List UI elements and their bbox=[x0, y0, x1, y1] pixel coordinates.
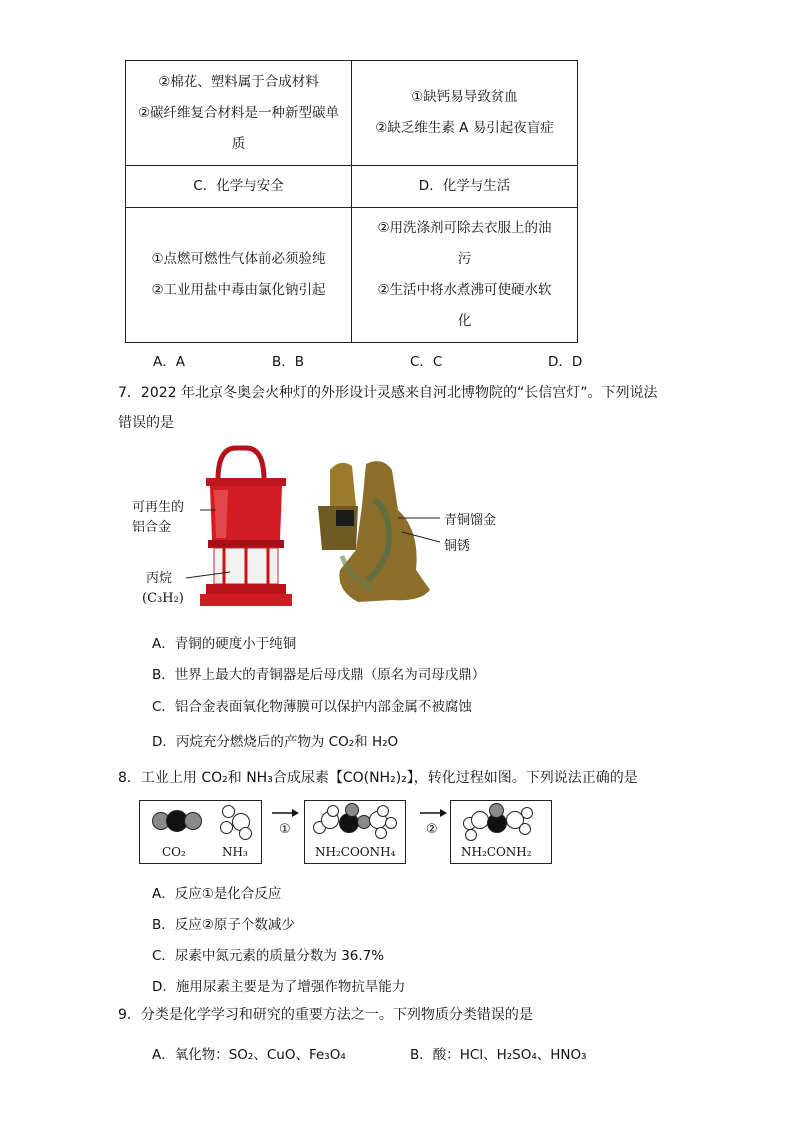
arrow-step2-icon bbox=[418, 808, 448, 818]
choice-a: A．A bbox=[153, 354, 185, 370]
propane-label bbox=[142, 569, 184, 609]
product-label: NH₂CONH₂ bbox=[461, 845, 532, 859]
table-cell-c bbox=[126, 208, 352, 343]
cell-line: ②生活中将水煮沸可使硬水软 bbox=[377, 282, 552, 298]
lamp-label-line1: 可再生的 bbox=[132, 500, 185, 515]
cell-line: 污 bbox=[457, 251, 472, 267]
product-box bbox=[450, 800, 552, 864]
table-cell-a bbox=[126, 61, 352, 166]
options-table bbox=[125, 60, 578, 343]
cell-line: ①缺钙易导致贫血 bbox=[411, 89, 518, 105]
table-cell-d bbox=[352, 208, 578, 343]
patina-label: 铜锈 bbox=[444, 539, 471, 554]
cell-line: ②工业用盐中毒由氯化钠引起 bbox=[151, 282, 326, 298]
lamp-label bbox=[132, 498, 184, 538]
propane-label-text: 丙烷 bbox=[146, 571, 173, 586]
q7-stem-line2: 错误的是 bbox=[118, 415, 174, 431]
q9-stem: 9．分类是化学学习和研究的重要方法之一。下列物质分类错误的是 bbox=[118, 1007, 533, 1023]
cell-line: ②用洗涤剂可除去衣服上的油 bbox=[377, 220, 552, 236]
nh3-label: NH₃ bbox=[222, 845, 248, 859]
q7-stem-line1: 7．2022 年北京冬奥会火种灯的外形设计灵感来自河北博物院的“长信宫灯”。下列说法 bbox=[118, 385, 658, 401]
q8-option-b: B．反应②原子个数减少 bbox=[152, 917, 295, 933]
bronze-gilt-label: 青铜馏金 bbox=[444, 513, 497, 528]
cell-line: ②缺乏维生素 A 易引起夜盲症 bbox=[375, 120, 554, 136]
intermediate-box bbox=[304, 800, 406, 864]
choice-b: B．B bbox=[272, 354, 305, 370]
intermediate-label: NH₂COONH₄ bbox=[315, 845, 396, 859]
q8-option-a: A．反应①是化合反应 bbox=[152, 886, 282, 902]
table-cell-b bbox=[352, 61, 578, 166]
q7-option-c: C．铝合金表面氧化物薄膜可以保护内部金属不被腐蚀 bbox=[152, 699, 472, 715]
step1-label: ① bbox=[279, 822, 291, 837]
co2-label: CO₂ bbox=[162, 845, 186, 859]
reactants-box bbox=[139, 800, 262, 864]
table-header-d: D．化学与生活 bbox=[352, 166, 578, 208]
cell-line: ①点燃可燃性气体前必须验纯 bbox=[151, 251, 326, 267]
propane-formula: (C₃H₂) bbox=[142, 591, 184, 606]
q8-option-c: C．尿素中氮元素的质量分数为 36.7% bbox=[152, 948, 385, 964]
choice-d: D．D bbox=[548, 354, 583, 370]
q9-option-b: B．酸：HCl、H₂SO₄、HNO₃ bbox=[410, 1047, 587, 1063]
q7-option-b: B．世界上最大的青铜器是后母戊鼎（原名为司母戊鼎） bbox=[152, 667, 486, 683]
q8-option-d: D．施用尿素主要是为了增强作物抗旱能力 bbox=[152, 979, 406, 995]
lamp-label-line2: 铝合金 bbox=[132, 520, 172, 535]
q7-option-d: D．丙烷充分燃烧后的产物为 CO₂和 H₂O bbox=[152, 734, 399, 750]
cell-line: 质 bbox=[231, 135, 246, 152]
q9-option-a: A．氧化物：SO₂、CuO、Fe₃O₄ bbox=[152, 1047, 346, 1063]
q7-option-a: A．青铜的硬度小于纯铜 bbox=[152, 636, 297, 652]
table-header-c: C．化学与安全 bbox=[126, 166, 352, 208]
cell-line: 化 bbox=[457, 313, 472, 329]
cell-line: ②碳纤维复合材料是一种新型碳单 bbox=[137, 104, 340, 121]
q8-stem: 8．工业上用 CO₂和 NH₃合成尿素【CO(NH₂)₂】，转化过程如图。下列说法正确的是 bbox=[118, 770, 638, 786]
cell-line: ②棉花、塑料属于合成材料 bbox=[158, 73, 319, 90]
choice-c: C．C bbox=[410, 354, 443, 370]
step2-label: ② bbox=[426, 822, 438, 837]
arrow-step1-icon bbox=[270, 808, 300, 818]
